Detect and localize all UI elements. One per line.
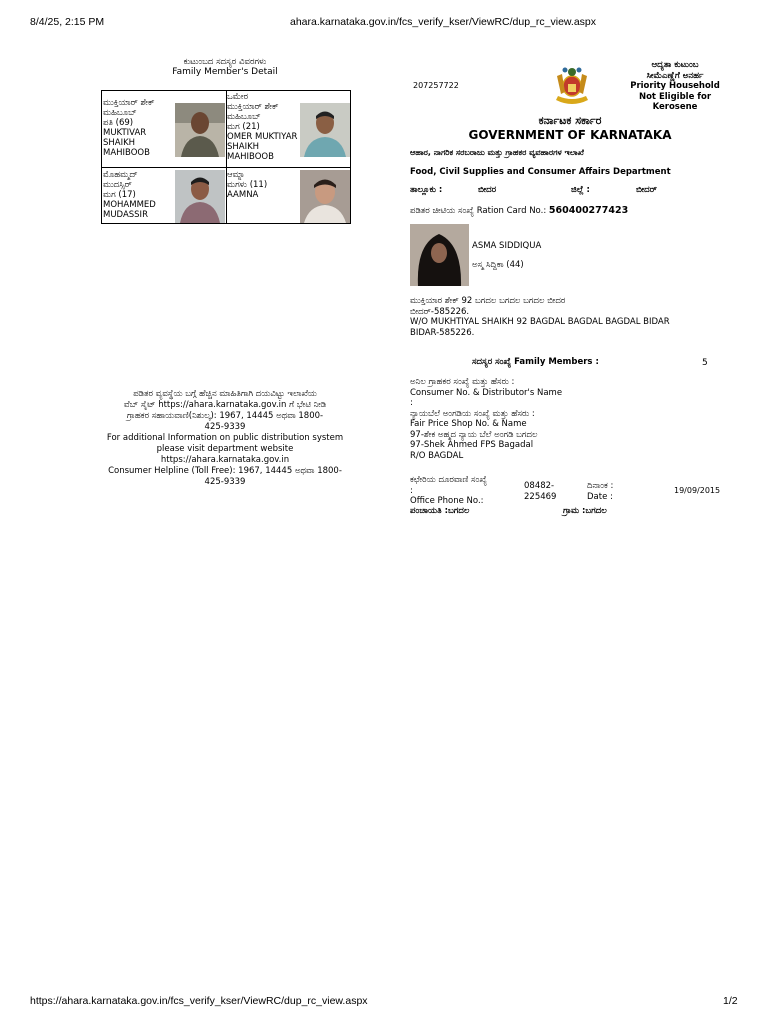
info-en-4: Consumer Helpline (Toll Free): 1967, 14445 ಅಥವಾ 1800- (108, 466, 342, 476)
family-title (100, 57, 350, 78)
address-kn-1: ಮುಕ್ತಿಯಾರ ಶೇಕ್ 92 ಬಗದಲ ಬಗದಲ ಬಗದಲ ಬೀದರ (410, 296, 566, 306)
karnataka-emblem-icon (551, 64, 593, 106)
priority-kn: ಆದ್ಯತಾ ಕುಟುಂಬ (651, 60, 699, 70)
print-datetime: 8/4/25, 2:15 PM (30, 16, 105, 28)
dept-kn: ಆಹಾರ, ನಾಗರಿಕ ಸರಬರಾಜು ಮತ್ತು ಗ್ರಾಹಕರ ವ್ಯವಹಾರಗಳ ಇಲಾಖೆ (410, 148, 584, 157)
office-phone-label (410, 475, 487, 507)
card-number-small: 207257722 (413, 81, 459, 90)
info-kn-2: ವೆಬ್ ಸೈಟ್ https://ahara.karnataka.gov.in ಗೆ ಭೇಟಿ ನೀಡಿ (123, 400, 327, 410)
info-block (80, 389, 370, 488)
fps-value-kn: 97-ಶೇಕ ಅಹ್ಮದ ನ್ಯಾಯ ಬೆಲೆ ಅಂಗಡಿ ಬಗದಲ (410, 429, 538, 440)
date-value: 19/09/2015 (674, 486, 721, 495)
member-photo-3 (175, 170, 225, 223)
ration-card-number: 560400277423 (548, 205, 629, 216)
address-en-1: W/O MUKHTIYAL SHAIKH 92 BAGDAL BAGDAL BAGDAL BIDAR (410, 317, 670, 327)
print-url-bottom: https://ahara.karnataka.gov.in/fcs_verify_kser/ViewRC/dup_rc_view.aspx (30, 995, 368, 1007)
head-of-family-photo (410, 224, 469, 286)
consumer-label-en: Consumer No. & Distributor's Name (410, 387, 563, 398)
info-en-3: https://ahara.karnataka.gov.in (160, 455, 290, 465)
phone-label-en: Office Phone No.: (410, 496, 484, 506)
ration-card-label: ಪಡಿತರ ಚೀಟಿಯ ಸಂಖ್ಯೆ Ration Card No.: (410, 206, 547, 216)
priority-en-3: Kerosene (652, 102, 698, 112)
info-kn-3: ಗ್ರಾಹಕರ ಸಹಾಯವಾಣಿ(ನಿಶುಲ್ಕ): 1967, 14445 ಅಥವಾ 1800- (126, 411, 324, 421)
district-value: ಬೀದರ್ (636, 185, 657, 195)
address-block (410, 296, 670, 338)
panchayat: ಪಂಚಾಯತಿ :ಬಗದಲ (410, 506, 470, 516)
family-members-table (101, 90, 351, 224)
fps-value-en-2: R/O BAGDAL (410, 450, 464, 461)
dept-en: Food, Civil Supplies and Consumer Affairs Department (410, 167, 671, 177)
member-cell-2: ಒಮೇರ ಮುಕ್ತಿಯಾರ್ ಶೇಕ್ ಮಹಿಬೂಬ್ ಮಗ (21) OMER MUKTIYAR SHAIKH MAHIBOOB (227, 92, 298, 162)
village: ಗ್ರಾಮ :ಬಗದಲ (563, 506, 607, 516)
priority-en-1: Priority Household (630, 81, 720, 91)
print-url-top: ahara.karnataka.gov.in/fcs_verify_kser/ViewRC/dup_rc_view.aspx (290, 16, 597, 28)
govt-title-kn: ಕರ್ನಾಟಕ ಸರ್ಕಾರ (538, 114, 602, 127)
fps-label-en: Fair Price Shop No. & Name (410, 419, 527, 429)
phone-label-kn: ಕಛೇರಿಯ ದೂರವಾಣಿ ಸಂಖ್ಯೆ (410, 475, 488, 485)
member-photo-1 (175, 103, 225, 157)
date-label: ದಿನಾಂಕ : Date : (587, 481, 614, 502)
member-cell-1: ಮುಕ್ತಿಯಾರ್ ಶೇಕ್ ಮಹಿಬೂಬ್ ಪತಿ (69) MUKTIVAR SHAIKH MAHIBOOB (103, 98, 155, 158)
ration-card-row (410, 205, 628, 216)
info-en-1: For additional Information on public distribution system (106, 433, 344, 443)
address-en-2: BIDAR-585226. (410, 327, 475, 338)
member-cell-3: ಮೊಹಮ್ಮದ್ ಮುದಸ್ಸಿರ್ ಮಗ (17) MOHAMMED MUDASSIR (103, 170, 156, 220)
info-en-5: 425-9339 (204, 477, 246, 487)
address-kn-2: ಬೀದರ್-585226. (410, 306, 470, 317)
family-title-kn: ಕುಟುಂಬದ ಸದಸ್ಯರ ವಿವರಗಳು (183, 57, 267, 67)
taluk-label: ತಾಲ್ಲೂಕು : (410, 185, 443, 195)
info-en-2: please visit department website (156, 444, 294, 454)
govt-title-en: GOVERNMENT OF KARNATAKA (468, 128, 672, 142)
family-members-count: 5 (702, 358, 708, 368)
family-title-en: Family Member's Detail (172, 67, 278, 78)
priority-en-2: Not Eligible for (638, 91, 712, 102)
consumer-block (410, 377, 562, 461)
taluk-value: ಬೀದರ (478, 185, 497, 195)
fps-value-en-1: 97-Shek Ahmed FPS Bagadal (410, 440, 534, 450)
priority-household-block (620, 60, 730, 113)
holder-name-kn: ಅಸ್ಮ ಸಿದ್ದಿಕಾ (44) (472, 260, 524, 270)
office-phone-value: 08482- 225469 (524, 481, 557, 502)
info-kn-1: ಪಡಿತರ ವ್ಯವಸ್ಥೆಯ ಬಗ್ಗೆ ಹೆಚ್ಚಿನ ಮಾಹಿತಿಗಾಗಿ ದಯವಿಟ್ಟು ಇಲಾಖೆಯ (133, 389, 317, 399)
member-photo-2 (300, 103, 350, 157)
member-photo-4 (300, 170, 350, 223)
district-label: ಜಿಲ್ಲೆ : (571, 185, 590, 195)
family-members-label: ಸದಸ್ಯರ ಸಂಖ್ಯೆ Family Members : (472, 357, 599, 367)
holder-name-en: ASMA SIDDIQUA (472, 241, 542, 251)
consumer-label-kn: ಅನಿಲ ಗ್ರಾಹಕರ ಸಂಖ್ಯೆ ಮತ್ತು ಹೆಸರು : (410, 377, 515, 387)
kerosene-kn: ಸೀಮೆಎಣ್ಣೆಗೆ ಅನರ್ಹ (646, 70, 704, 81)
phone-colon: : (410, 485, 413, 496)
info-kn-4: 425-9339 (204, 422, 246, 432)
print-page-number: 1/2 (723, 995, 738, 1007)
member-cell-4: ಆಮ್ನಾ ಮಗಳು (11) AAMNA (227, 170, 268, 200)
consumer-colon: : (410, 398, 413, 408)
fps-label-kn: ನ್ಯಾಯಬೆಲೆ ಅಂಗಡಿಯ ಸಂಖ್ಯೆ ಮತ್ತು ಹೆಸರು : (410, 408, 535, 419)
